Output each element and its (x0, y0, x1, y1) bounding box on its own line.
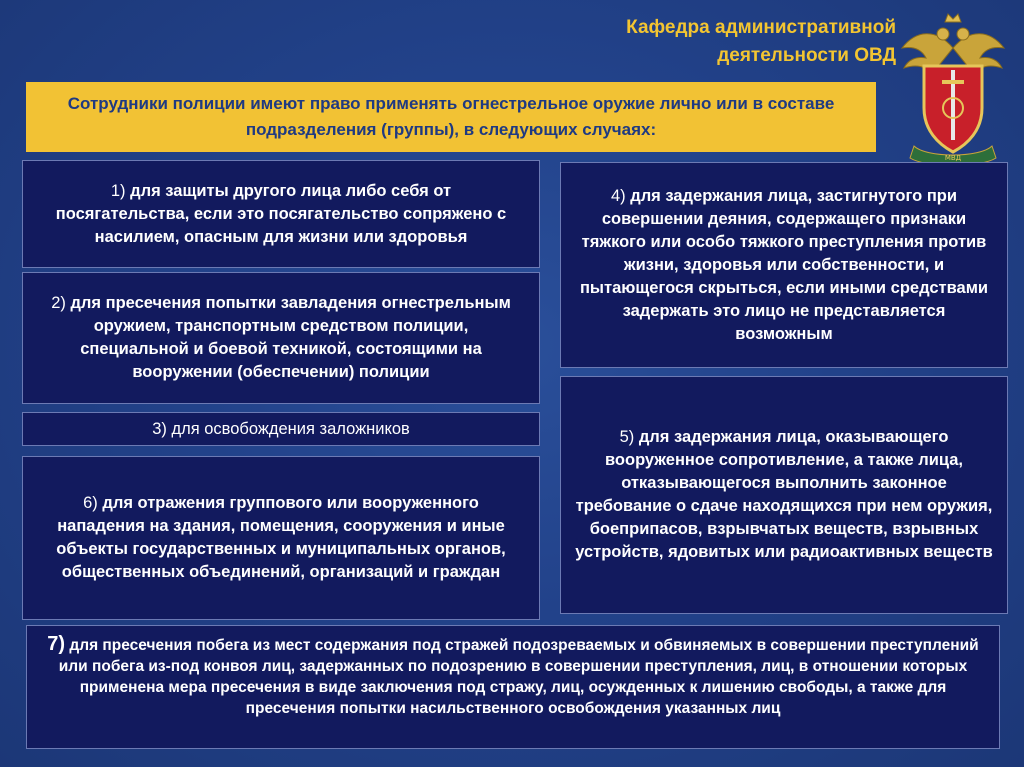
svg-text:МВД: МВД (944, 154, 962, 162)
case-box-6 (22, 456, 540, 620)
case-number: 5) (619, 428, 635, 446)
department-title-line1: Кафедра административной (626, 17, 896, 38)
case-number: 2) (51, 294, 66, 312)
case-number: 3) (152, 419, 167, 438)
case-box-7 (26, 625, 1000, 749)
case-text: для пресечения побега из мест содержания под стражей подозреваемых и обвиняемых в совершении преступлений или побега из-под конвоя лиц, задержанных по подозрению в совершении преступления, лиц, в отношении которых применена мера пресечения в виде заключения под стражу, лиц, осужденных к лишению свободы, а также для пресечения попытки насильственного освобождения указанных лиц (58, 637, 979, 717)
department-title-line2: деятельности ОВД (717, 45, 896, 66)
case-text: для защиты другого лица либо себя от посягательства, если это посягательство сопряжено с насилием, опасным для жизни или здоровья (55, 181, 507, 246)
case-box-1 (22, 160, 540, 268)
case-number: 4) (610, 186, 626, 205)
case-box-4 (560, 162, 1008, 368)
case-box-3 (22, 412, 540, 446)
case-number: 6) (83, 494, 98, 512)
police-emblem-icon (896, 8, 1010, 168)
case-text: для пресечения попытки завладения огнестрельным оружием, транспортным средством полиции, специальной и боевой техникой, состоящими на вооружении (обеспечении) полиции (65, 294, 511, 381)
department-title (596, 14, 896, 70)
case-number: 1) (110, 181, 126, 200)
intro-banner: Сотрудники полиции имеют право применять огнестрельное оружие лично или в составе подразделения (группы), в следующих случаях: (26, 82, 876, 152)
case-text: для отражения группового или вооруженного нападения на здания, помещения, сооружения и иные объекты государственных и муниципальных органов, общественных объединений, организаций и граждан (56, 494, 506, 581)
case-text: для задержания лица, застигнутого при совершении деяния, содержащего признаки тяжкого или особо тяжкого преступления против жизни, здоровья или собственности, и пытающегося скрыться, если иными средствами задержать это лицо не представляется возможным (579, 186, 989, 343)
case-box-5 (560, 376, 1008, 614)
case-number: 7) (47, 633, 66, 655)
case-text: для задержания лица, оказывающего вооруженное сопротивление, а также лица, отказывающегося выполнить законное требование о сдаче находящихся при нем оружия, боеприпасов, взрывчатых веществ, взрывных устройств, ядовитых или радиоактивных веществ (575, 428, 993, 561)
case-box-2 (22, 272, 540, 404)
case-text: для освобождения заложников (166, 419, 410, 438)
